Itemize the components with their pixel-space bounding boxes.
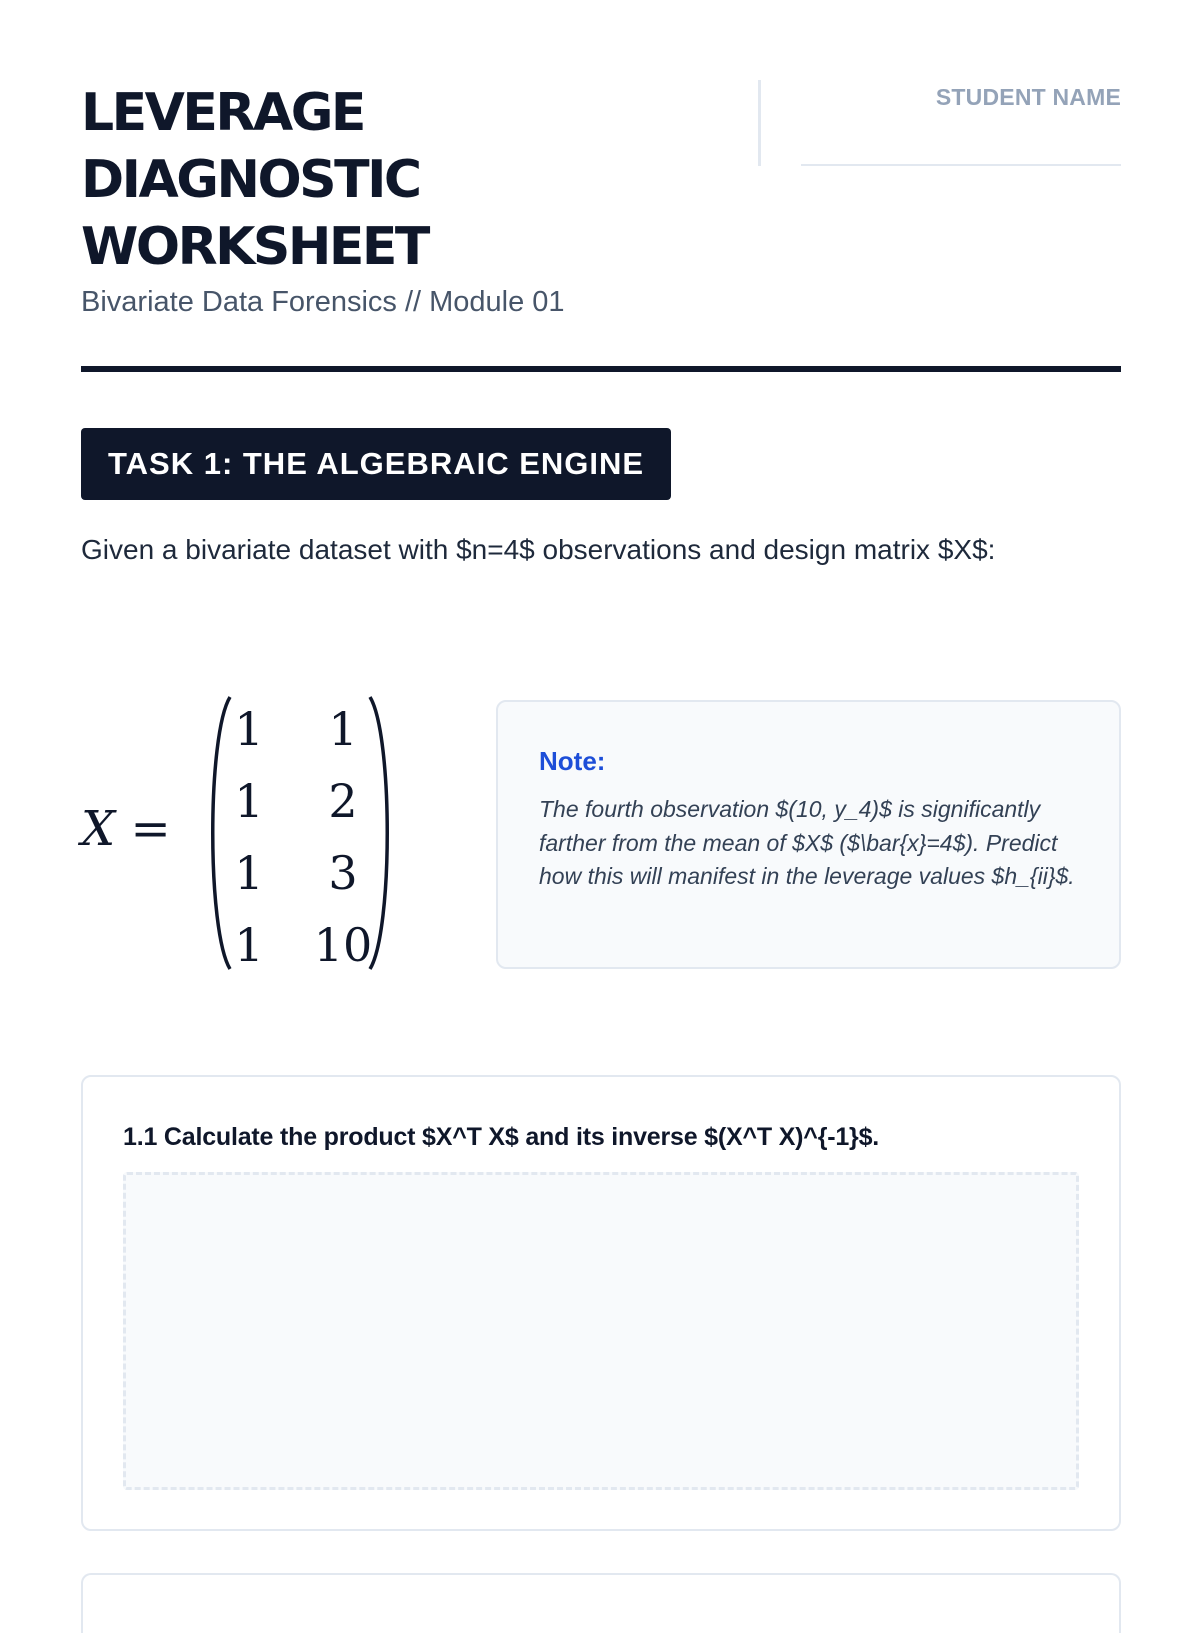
worksheet-subtitle: Bivariate Data Forensics // Module 01 (81, 286, 565, 318)
matrix-cell: 1 (234, 846, 264, 900)
matrix-cell: 10 (313, 918, 373, 972)
task-1-intro: Given a bivariate dataset with $n=4$ observations and design matrix $X$: (81, 534, 996, 565)
question-prompt: 1.1 Calculate the product $X^T X$ and its inverse $(X^T X)^{-1}$. (123, 1123, 880, 1151)
answer-area[interactable] (123, 1172, 1079, 1490)
student-name-field[interactable] (801, 164, 1121, 166)
next-question-card (81, 1573, 1121, 1633)
design-matrix (81, 695, 421, 975)
matrix-cell: 1 (234, 702, 264, 756)
note-callout (496, 700, 1121, 969)
header-rule (81, 366, 1121, 372)
matrix-cell: 1 (328, 702, 358, 756)
note-label: Note: (539, 746, 606, 776)
title-line-1: LEVERAGE (81, 83, 364, 143)
matrix-variable: X (81, 801, 116, 857)
matrix-cell: 3 (328, 846, 358, 900)
note-text: The fourth observation $(10, y_4)$ is significantly farther from the mean of $X$ ($\bar{x}=4$). Predict how this will manifest in the leverage values $h_{ii}$. (539, 796, 1075, 889)
student-name-label: STUDENT NAME (935, 84, 1121, 110)
worksheet-page (81, 0, 1121, 1600)
title-line-2: DIAGNOSTIC (81, 150, 420, 210)
header-vertical-divider (758, 80, 761, 166)
matrix-cell: 2 (328, 774, 358, 828)
task-1-heading: TASK 1: THE ALGEBRAIC ENGINE (81, 428, 671, 500)
matrix-cell: 1 (234, 918, 264, 972)
matrix-equation-label (81, 801, 171, 857)
worksheet-title (81, 80, 428, 281)
matrix-equals-sign: = (130, 801, 171, 857)
matrix-cell: 1 (234, 774, 264, 828)
question-card-1-1 (81, 1075, 1121, 1531)
title-line-3: WORKSHEET (81, 217, 428, 277)
